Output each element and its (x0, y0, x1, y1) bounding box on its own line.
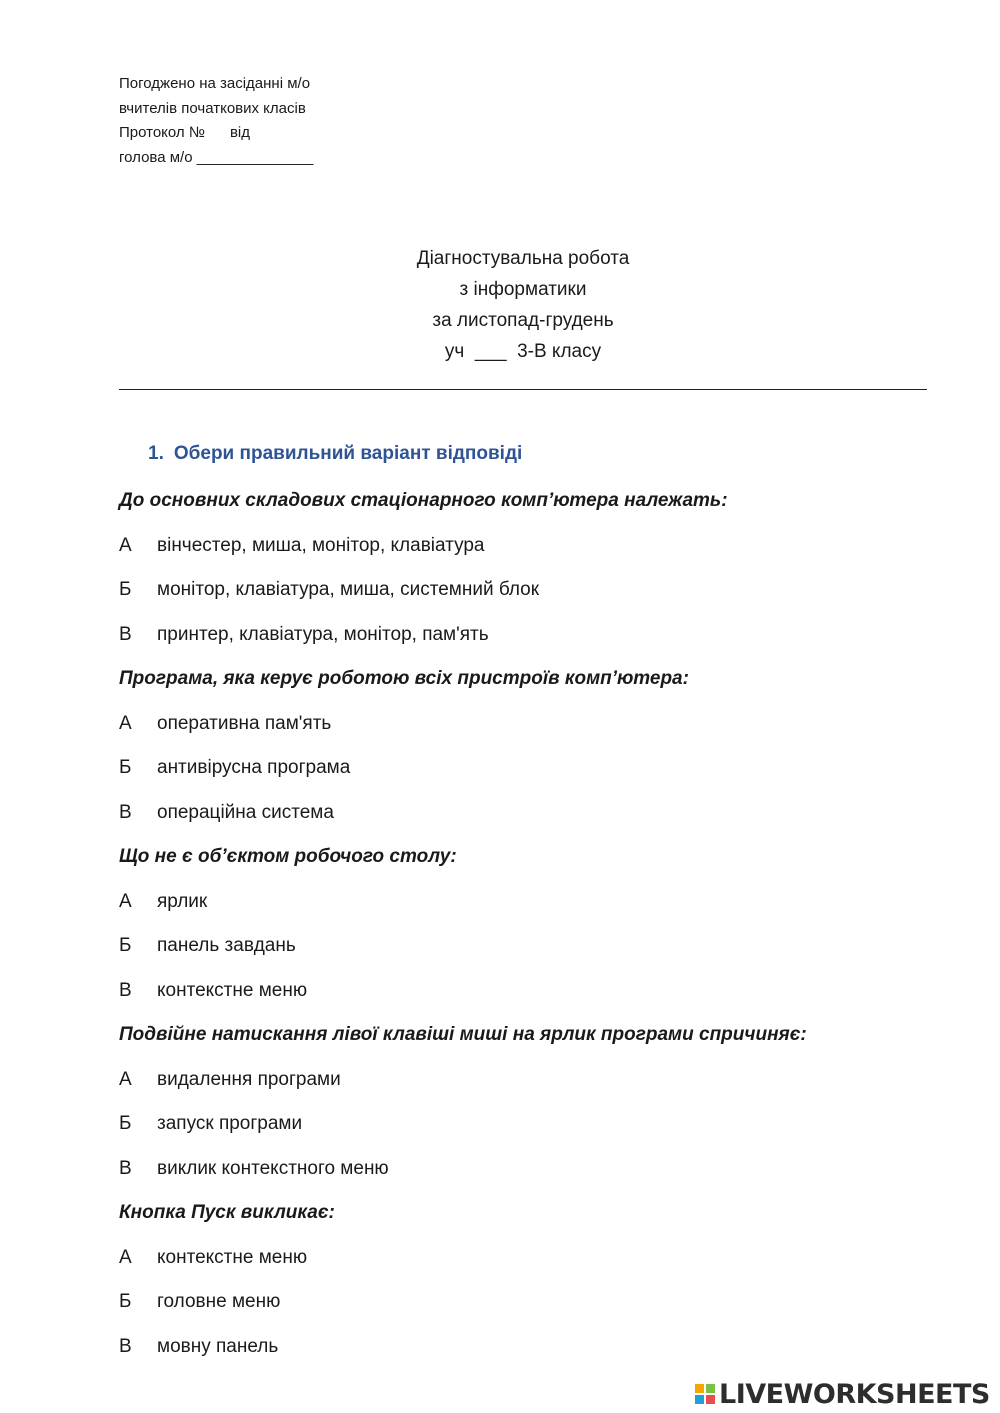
option-text: операційна система (157, 801, 334, 823)
answer-option[interactable] (119, 621, 979, 666)
answer-option[interactable] (119, 1155, 979, 1200)
questions-list (119, 487, 979, 1377)
approval-line: Погоджено на засіданні м/о (119, 75, 311, 92)
document-title (0, 243, 1000, 367)
option-text: панель завдань (157, 935, 296, 956)
option-letter: Б (119, 935, 132, 956)
approval-line: голова м/о ______________ (119, 148, 314, 166)
question-text: Програма, яка керує роботою всіх пристроїв комп’ютера: (119, 668, 689, 689)
question-text: До основних складових стаціонарного комп’ютера належать: (119, 490, 728, 511)
answer-option[interactable] (119, 576, 979, 621)
option-text: контекстне меню (157, 1246, 308, 1268)
question-text: Кнопка Пуск викликає: (119, 1202, 335, 1223)
logo-tile (695, 1395, 704, 1404)
option-letter: В (119, 1157, 132, 1179)
title-line: уч ___ 3-В класу (444, 341, 602, 362)
title-line: Діагностувальна робота (416, 248, 630, 269)
divider-line (119, 389, 927, 390)
section-heading (148, 443, 522, 465)
option-text: мовну панель (157, 1335, 279, 1357)
option-letter: А (119, 890, 132, 912)
logo-tile (706, 1384, 715, 1393)
option-text: оперативна пам'ять (157, 712, 332, 734)
answer-option[interactable] (119, 1288, 979, 1333)
option-letter: В (119, 979, 132, 1001)
logo-tile (706, 1395, 715, 1404)
answer-option[interactable] (119, 799, 979, 844)
option-text: запуск програми (157, 1113, 303, 1134)
option-text: видалення програми (157, 1068, 341, 1090)
section-number: 1. (148, 443, 164, 464)
answer-option[interactable] (119, 888, 979, 933)
option-letter: Б (119, 579, 132, 600)
title-line: з інформатики (459, 279, 587, 300)
option-letter: А (119, 712, 132, 734)
answer-option[interactable] (119, 932, 979, 977)
liveworksheets-icon (695, 1384, 715, 1404)
answer-option[interactable] (119, 754, 979, 799)
option-letter: Б (119, 1291, 132, 1312)
approval-block (119, 72, 314, 170)
option-text: контекстне меню (157, 979, 308, 1001)
answer-option[interactable] (119, 710, 979, 755)
option-letter: В (119, 623, 132, 645)
answer-option[interactable] (119, 1333, 979, 1378)
question-text: Що не є об’єктом робочого столу: (119, 846, 457, 867)
option-text: антивірусна програма (157, 757, 351, 778)
option-letter: А (119, 1068, 132, 1090)
option-text: монітор, клавіатура, миша, системний блок (157, 579, 540, 600)
question-text: Подвійне натискання лівої клавіші миші на ярлик програми спричиняє: (119, 1024, 807, 1045)
answer-option[interactable] (119, 532, 979, 577)
liveworksheets-logo (695, 1378, 990, 1410)
option-text: ярлик (157, 890, 208, 912)
option-text: головне меню (157, 1291, 281, 1312)
approval-line: Протокол № від (119, 124, 250, 141)
answer-option[interactable] (119, 1110, 979, 1155)
option-letter: А (119, 534, 132, 556)
answer-option[interactable] (119, 977, 979, 1022)
logo-tile (695, 1384, 704, 1393)
option-text: вінчестер, миша, монітор, клавіатура (157, 534, 485, 556)
option-text: принтер, клавіатура, монітор, пам'ять (157, 623, 489, 645)
option-letter: В (119, 801, 132, 823)
option-letter: Б (119, 757, 132, 778)
option-letter: Б (119, 1113, 132, 1134)
approval-line: вчителів початкових класів (119, 99, 306, 117)
answer-option[interactable] (119, 1244, 979, 1289)
option-text: виклик контекстного меню (157, 1157, 389, 1179)
answer-option[interactable] (119, 1066, 979, 1111)
option-letter: А (119, 1246, 132, 1268)
section-heading-text: Обери правильний варіант відповіді (173, 443, 523, 464)
title-line: за листопад-грудень (432, 310, 614, 331)
brand-name: LIVEWORKSHEETS (719, 1378, 990, 1410)
option-letter: В (119, 1335, 132, 1357)
